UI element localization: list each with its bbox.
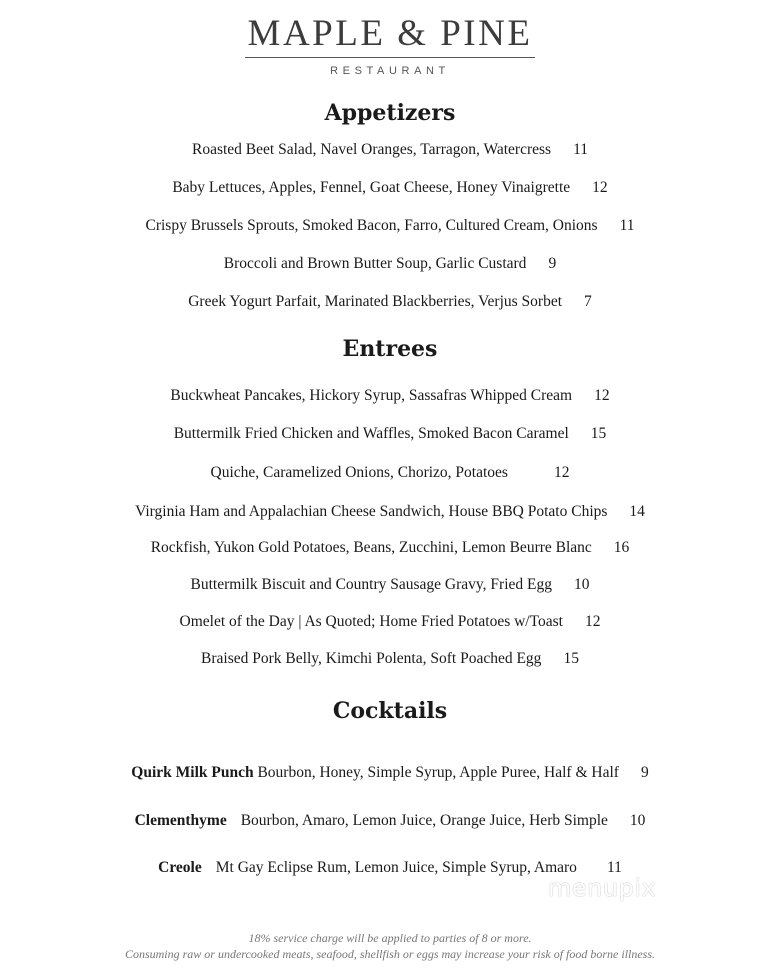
watermark: menupix xyxy=(548,874,657,902)
item-price: 12 xyxy=(594,387,610,404)
item-name: Braised Pork Belly, Kimchi Polenta, Soft Poached Egg xyxy=(201,650,542,667)
menu-item xyxy=(0,216,780,236)
cocktail-description: Bourbon, Honey, Simple Syrup, Apple Puree, Half & Half xyxy=(257,764,619,781)
item-price: 11 xyxy=(619,217,635,234)
item-name: Crispy Brussels Sprouts, Smoked Bacon, Farro, Cultured Cream, Onions xyxy=(145,217,598,234)
restaurant-subtitle: RESTAURANT xyxy=(330,65,450,77)
cocktail-item xyxy=(0,811,780,831)
menu-item xyxy=(0,424,780,444)
item-price: 12 xyxy=(553,464,570,481)
item-name: Rockfish, Yukon Gold Potatoes, Beans, Zucchini, Lemon Beurre Blanc xyxy=(150,539,592,556)
item-price: 16 xyxy=(613,539,630,556)
service-charge-note: 18% service charge will be applied to parties of 8 or more. xyxy=(248,931,532,945)
food-advisory-note: Consuming raw or undercooked meats, seafood, shellfish or eggs may increase your risk of food borne illness. xyxy=(124,947,656,961)
item-price: 15 xyxy=(563,650,579,667)
cocktail-item xyxy=(0,763,780,783)
cocktail-description: Bourbon, Amaro, Lemon Juice, Orange Juice, Herb Simple xyxy=(240,812,608,829)
item-name: Buckwheat Pancakes, Hickory Syrup, Sassafras Whipped Cream xyxy=(170,387,573,404)
cocktail-name: Clementhyme xyxy=(134,812,227,829)
menu-item xyxy=(0,538,780,558)
item-name: Omelet of the Day | As Quoted; Home Fried Potatoes w/Toast xyxy=(179,613,563,630)
menu-item xyxy=(0,575,780,595)
cocktail-price: 10 xyxy=(629,812,646,829)
appetizers-heading: Appetizers xyxy=(324,100,456,126)
item-price: 15 xyxy=(590,425,607,442)
menu-item xyxy=(0,386,780,406)
cocktail-name: Creole xyxy=(158,859,202,876)
item-name: Greek Yogurt Parfait, Marinated Blackberries, Verjus Sorbet xyxy=(188,293,563,310)
item-price: 10 xyxy=(573,576,590,593)
cocktail-item xyxy=(0,858,780,878)
item-name: Baby Lettuces, Apples, Fennel, Goat Cheese, Honey Vinaigrette xyxy=(172,179,571,196)
menu-item xyxy=(0,292,780,312)
item-name: Quiche, Caramelized Onions, Chorizo, Potatoes xyxy=(210,464,508,481)
item-price: 9 xyxy=(548,255,557,272)
item-price: 14 xyxy=(629,503,645,520)
menu-item xyxy=(0,502,780,522)
cocktail-price: 11 xyxy=(606,859,622,876)
menu-item xyxy=(0,612,780,632)
cocktail-description: Mt Gay Eclipse Rum, Lemon Juice, Simple Syrup, Amaro xyxy=(215,859,577,876)
cocktail-name: Quirk Milk Punch xyxy=(131,764,254,781)
item-name: Buttermilk Fried Chicken and Waffles, Smoked Bacon Caramel xyxy=(173,425,569,442)
menu-item xyxy=(0,178,780,198)
item-name: Roasted Beet Salad, Navel Oranges, Tarragon, Watercress xyxy=(191,141,552,158)
item-name: Broccoli and Brown Butter Soup, Garlic Custard xyxy=(223,255,527,272)
item-name: Virginia Ham and Appalachian Cheese Sandwich, House BBQ Potato Chips xyxy=(135,503,608,520)
menu-item xyxy=(0,649,780,669)
item-price: 7 xyxy=(584,293,592,310)
restaurant-name: MAPLE & PINE xyxy=(245,14,536,58)
restaurant-logo xyxy=(0,14,780,77)
entrees-heading: Entrees xyxy=(342,336,438,362)
menu-item xyxy=(0,254,780,274)
cocktails-heading: Cocktails xyxy=(332,698,448,724)
menu-item xyxy=(0,140,780,160)
menu-item xyxy=(0,463,780,483)
item-price: 11 xyxy=(573,141,588,158)
item-name: Buttermilk Biscuit and Country Sausage Gravy, Fried Egg xyxy=(190,576,552,593)
item-price: 12 xyxy=(592,179,608,196)
item-price: 12 xyxy=(584,613,601,630)
cocktail-price: 9 xyxy=(640,764,649,781)
